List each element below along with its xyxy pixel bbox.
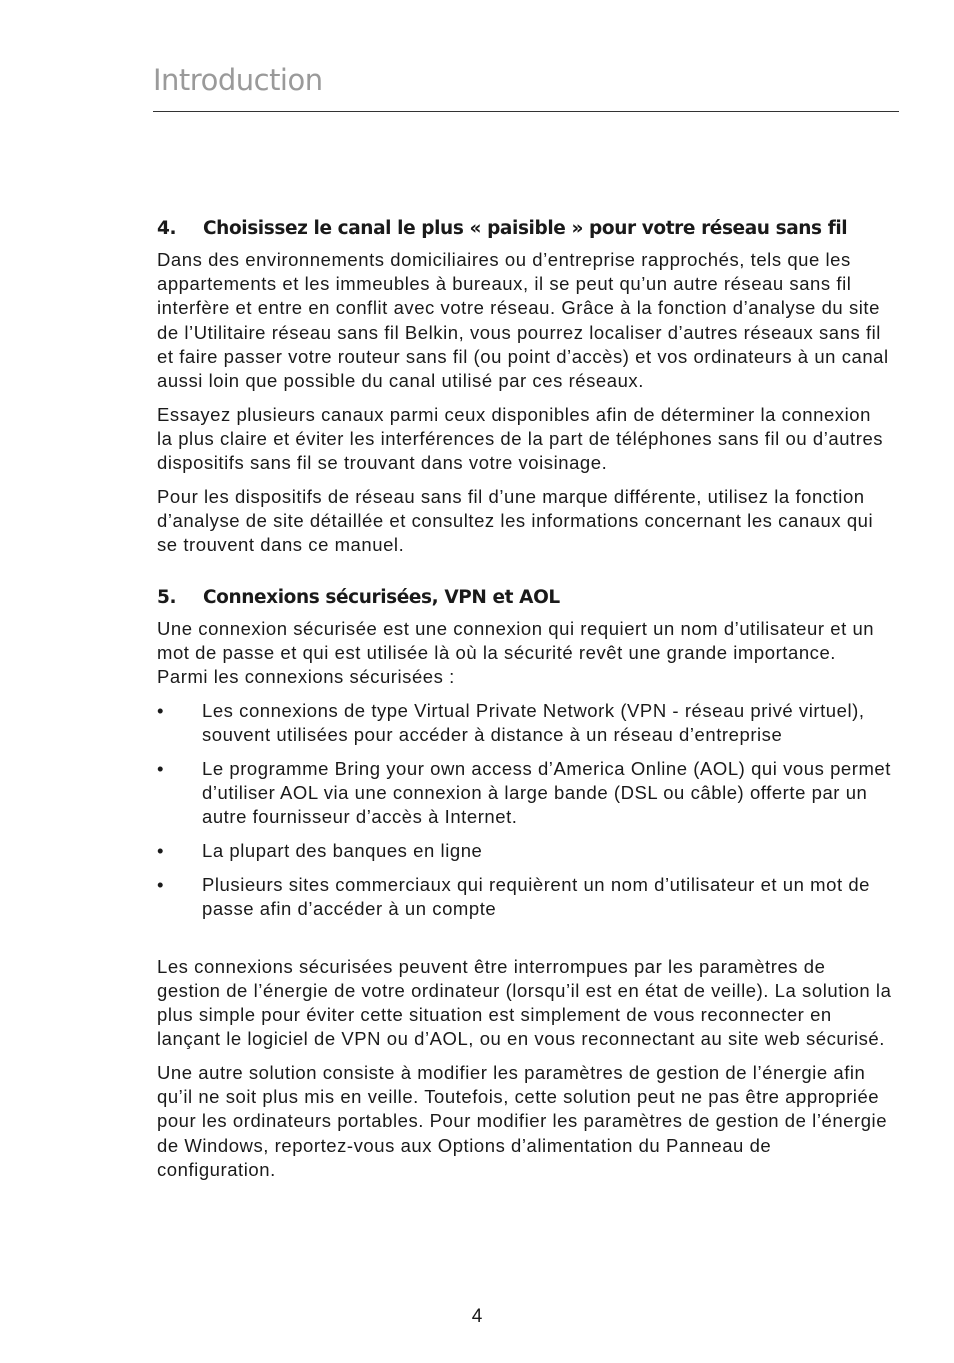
section-title: Connexions sécurisées, VPN et AOL: [203, 586, 560, 608]
page-content: [157, 214, 892, 1192]
paragraph: Les connexions sécurisées peuvent être interrompues par les paramètres de gestion de l’énergie de votre ordinateur (lorsqu’il est en état de veille). La solution la plus simple pour éviter cette situation est simplement de vous reconnecter en lançant le logiciel de VPN ou d’AOL, ou en vous reconnectant au site web sécurisé.: [157, 955, 892, 1050]
section-number: 5.: [157, 586, 177, 608]
paragraph: Dans des environnements domiciliaires ou d’entreprise rapprochés, tels que les appartements et les immeubles à bureaux, il se peut qu’un autre réseau sans fil interfère et entre en conflit avec votre réseau. Grâce à la fonction d’analyse du site de l’Utilitaire réseau sans fil Belkin, vous pourrez localiser d’autres réseaux sans fil et faire passer votre routeur sans fil (ou point d’accès) et vos ordinateurs à un canal aussi loin que possible du canal utilisé par ces réseaux.: [157, 249, 889, 392]
section-heading-4: [157, 214, 892, 244]
paragraph-spacer: [157, 931, 892, 955]
page-number: 4: [471, 1306, 483, 1327]
list-item-text: Le programme Bring your own access d’America Online (AOL) qui vous permet d’utiliser AOL via une connexion à large bande (DSL ou câble) offerte par un autre fournisseur d’accès à Internet.: [202, 757, 891, 828]
header-divider: [153, 111, 899, 112]
bullet-list: [157, 699, 892, 921]
bullet-icon: •: [157, 873, 165, 895]
list-item: [157, 757, 892, 830]
section-number: 4.: [157, 218, 177, 239]
list-item: [157, 699, 892, 747]
list-item-text: Les connexions de type Virtual Private Network (VPN - réseau privé virtuel), souvent utilisées pour accéder à distance à un réseau d’entreprise: [202, 700, 865, 746]
list-item: [157, 839, 892, 863]
bullet-icon: •: [157, 700, 165, 722]
section-title: Choisissez le canal le plus « paisible » pour votre réseau sans fil: [203, 218, 848, 239]
paragraph: Une autre solution consiste à modifier les paramètres de gestion de l’énergie afin qu’il ne soit plus mis en veille. Toutefois, cette solution peut ne pas être appropriée pour les ordinateurs portables. Pour modifier les paramètres de gestion de l’énergie de Windows, reportez-vous aux Options d’alimentation du Panneau de configuration.: [157, 1061, 888, 1180]
paragraph: Une connexion sécurisée est une connexion qui requiert un nom d’utilisateur et un mot de passe et qui est utilisée là où la sécurité revêt une grande importance. Parmi les connexions sécurisées :: [157, 617, 875, 688]
list-item: [157, 873, 892, 921]
list-item-text: La plupart des banques en ligne: [202, 840, 483, 862]
paragraph: Essayez plusieurs canaux parmi ceux disponibles afin de déterminer la connexion la plus claire et éviter les interférences de la part de téléphones sans fil ou d’autres dispositifs sans fil se trouvant dans votre voisinage.: [157, 403, 884, 474]
bullet-icon: •: [157, 757, 165, 779]
paragraph: Pour les dispositifs de réseau sans fil d’une marque différente, utilisez la fonction d’analyse de site détaillée et consultez les informations concernant les canaux qui se trouvent dans ce manuel.: [157, 485, 874, 556]
page-header-title: Introduction: [153, 63, 323, 97]
section-heading-5: [157, 583, 892, 613]
bullet-icon: •: [157, 840, 165, 862]
list-item-text: Plusieurs sites commerciaux qui requièrent un nom d’utilisateur et un mot de passe afin d’accéder à un compte: [202, 873, 871, 919]
section-spacer: [157, 567, 892, 583]
